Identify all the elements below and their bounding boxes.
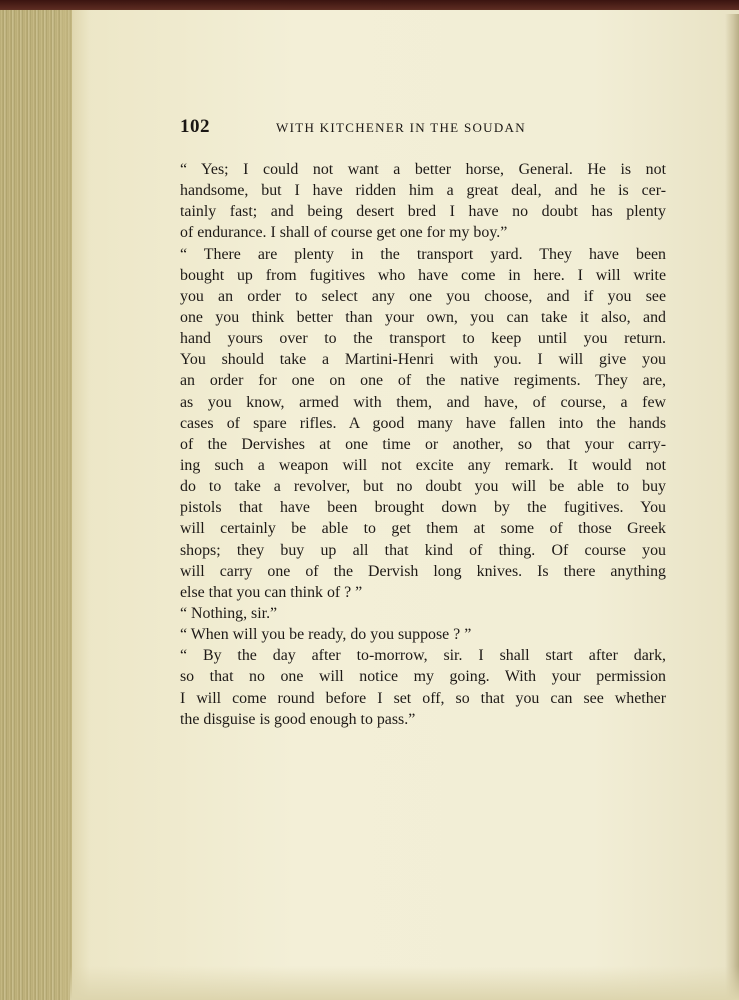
text-line: you an order to select any one you choose, and if you see	[180, 287, 666, 305]
page-content	[100, 60, 720, 960]
text-line: as you know, armed with them, and have, of course, a few	[180, 393, 666, 411]
page-edge-right	[725, 14, 739, 1000]
running-title: WITH KITCHENER IN THE SOUDAN	[276, 120, 526, 135]
text-line: tainly fast; and being desert bred I have no doubt has plenty	[180, 203, 666, 221]
text-line: pistols that have been brought down by the fugitives. You	[180, 499, 666, 517]
text-line: “ Nothing, sir.”	[180, 604, 278, 622]
text-line: do to take a revolver, but no doubt you will be able to buy	[180, 478, 666, 496]
page-edges-fade	[60, 10, 90, 1000]
text-line: will certainly be able to get them at some of those Greek	[180, 520, 666, 538]
text-line: the disguise is good enough to pass.”	[180, 710, 416, 728]
page-number: 102	[180, 116, 210, 137]
running-head	[180, 116, 666, 142]
text-line: bought up from fugitives who have come in here. I will write	[180, 266, 666, 284]
body-text	[180, 159, 666, 730]
text-line: ing such a weapon will not excite any remark. It would not	[180, 456, 666, 474]
text-line: “ When will you be ready, do you suppose ? ”	[180, 626, 472, 644]
text-line: else that you can think of ? ”	[180, 583, 363, 601]
text-line: hand yours over to the transport to keep until you return.	[180, 330, 666, 348]
text-line: will carry one of the Dervish long knives. Is there anything	[180, 562, 666, 580]
text-line: of the Dervishes at one time or another, so that your carry-	[180, 435, 666, 453]
text-line: cases of spare rifles. A good many have fallen into the hands	[180, 414, 666, 432]
text-line: “ Yes; I could not want a better horse, General. He is not	[180, 161, 666, 178]
text-line: You should take a Martini-Henri with you. I will give you	[180, 351, 666, 369]
text-line: I will come round before I set off, so that you can see whether	[180, 689, 666, 707]
text-line: “ By the day after to-morrow, sir. I shall start after dark,	[180, 647, 666, 665]
text-line: handsome, but I have ridden him a great deal, and he is cer-	[180, 182, 666, 200]
text-line: an order for one on one of the native regiments. They are,	[180, 372, 666, 390]
text-line: one you think better than your own, you can take it also, and	[180, 308, 666, 326]
text-line: “ There are plenty in the transport yard. They have been	[180, 245, 666, 263]
text-line: shops; they buy up all that kind of thing. Of course you	[180, 541, 666, 559]
page-edge-bottom	[70, 966, 739, 1000]
text-line: so that no one will notice my going. With your permission	[180, 668, 666, 686]
text-line: of endurance. I shall of course get one for my boy.”	[180, 224, 508, 242]
